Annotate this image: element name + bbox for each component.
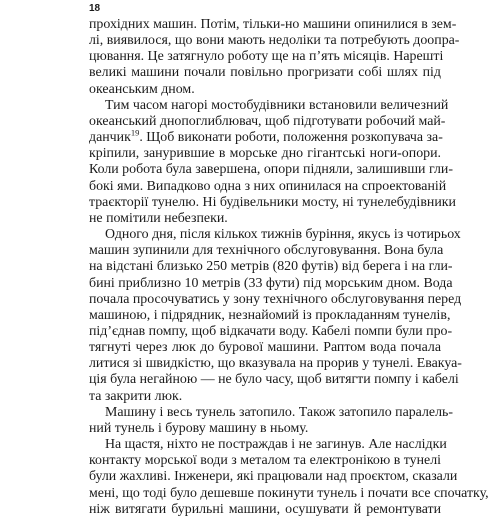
text-line: ніж витягати бурильні машини, осушувати й ремонтувати xyxy=(89,501,441,517)
text-line: Коли робота була завершена, опори підняли, залишивши гли- xyxy=(89,162,453,178)
paragraph xyxy=(89,227,462,405)
footnote-reference: 19 xyxy=(130,127,140,138)
text-line: ний тунель і бурову машину в ньому. xyxy=(89,420,309,436)
text-line: ція була негайною — не було часу, щоб витягти помпу і кабелі xyxy=(89,372,459,388)
paragraph xyxy=(89,404,453,437)
text-line: лі, виявилося, що вони мають недоліки та потребують доопра- xyxy=(89,33,460,49)
paragraph xyxy=(89,437,489,518)
text-line: великі машини почали повільно прогризати собі шлях під xyxy=(89,65,441,81)
text-line: не помітили небезпеки. xyxy=(89,210,228,226)
text-line: бині приблизно 10 метрів (33 фути) під морським дном. Вода xyxy=(89,275,453,291)
page-number: 18 xyxy=(89,3,101,14)
text-line: контакту морської води з металом та електронікою в тунелі xyxy=(89,453,441,469)
text-line: Машину і весь тунель затопило. Також затопило паралель- xyxy=(105,404,453,420)
text-line: океанський днопоглиблювач, щоб підготувати робочий май- xyxy=(89,113,446,129)
text-line: під’єднав помпу, щоб відкачати воду. Кабелі помпи були про- xyxy=(89,323,453,339)
text-line: цювання. Це затягнуло роботу ще на п’ять місяців. Нарешті xyxy=(89,49,444,65)
text-line: машин зупинили для технічного обслуговування. Вона була xyxy=(89,243,444,259)
text-line: почала просочуватись у зону технічного обслуговування перед xyxy=(89,291,462,307)
text-line: данчик$^{19}$. Щоб виконати роботи, положення розкопувача за- xyxy=(89,127,443,146)
text-line: бокі ями. Випадково одна з них опинилася на спроектованій xyxy=(89,178,447,194)
text-fragment: данчик xyxy=(89,130,131,146)
text-line: кріпили, занурившиe в морське дно гігантські ноги-опори. xyxy=(89,146,441,162)
text-line: океанським дном. xyxy=(89,81,195,97)
text-line: були жахливі. Інженери, які працювали над проєктом, сказали xyxy=(89,469,458,485)
text-line: Тим часом нагорі мостобудівники встановили величезний xyxy=(105,97,449,113)
text-line: та закрити люк. xyxy=(89,388,183,404)
paragraph xyxy=(89,97,456,227)
text-fragment: Щоб виконати роботи, положення розкопувача за- xyxy=(146,130,443,146)
text-line: машиною, і підрядник, незнайомий із прокладанням тунелів, xyxy=(89,307,451,323)
text-line: На щастя, ніхто не постраждав і не загинув. Але наслідки xyxy=(105,437,447,453)
text-line: мені, що тоді було дешевше покинути тунель і почати все спочатку, xyxy=(89,485,489,501)
text-line: траєкторії тунелю. Ні будівельники мосту, ні тунелебудівники xyxy=(89,194,456,210)
text-line: на відстані близько 250 метрів (820 футів) від берега і на гли- xyxy=(89,259,453,275)
paragraph xyxy=(89,17,460,98)
text-line: Одного дня, після кількох тижнів буріння, якусь із чотирьох xyxy=(105,227,461,243)
text-line: тягнуті через люк до бурової машини. Раптом вода почала xyxy=(89,340,441,356)
text-line: литися зі швидкістю, що вказувала на прорив у тунелі. Евакуа- xyxy=(89,356,462,372)
text-line: прохідних машин. Потім, тільки-но машини опинилися в зем- xyxy=(89,17,457,32)
body-text xyxy=(89,17,489,518)
